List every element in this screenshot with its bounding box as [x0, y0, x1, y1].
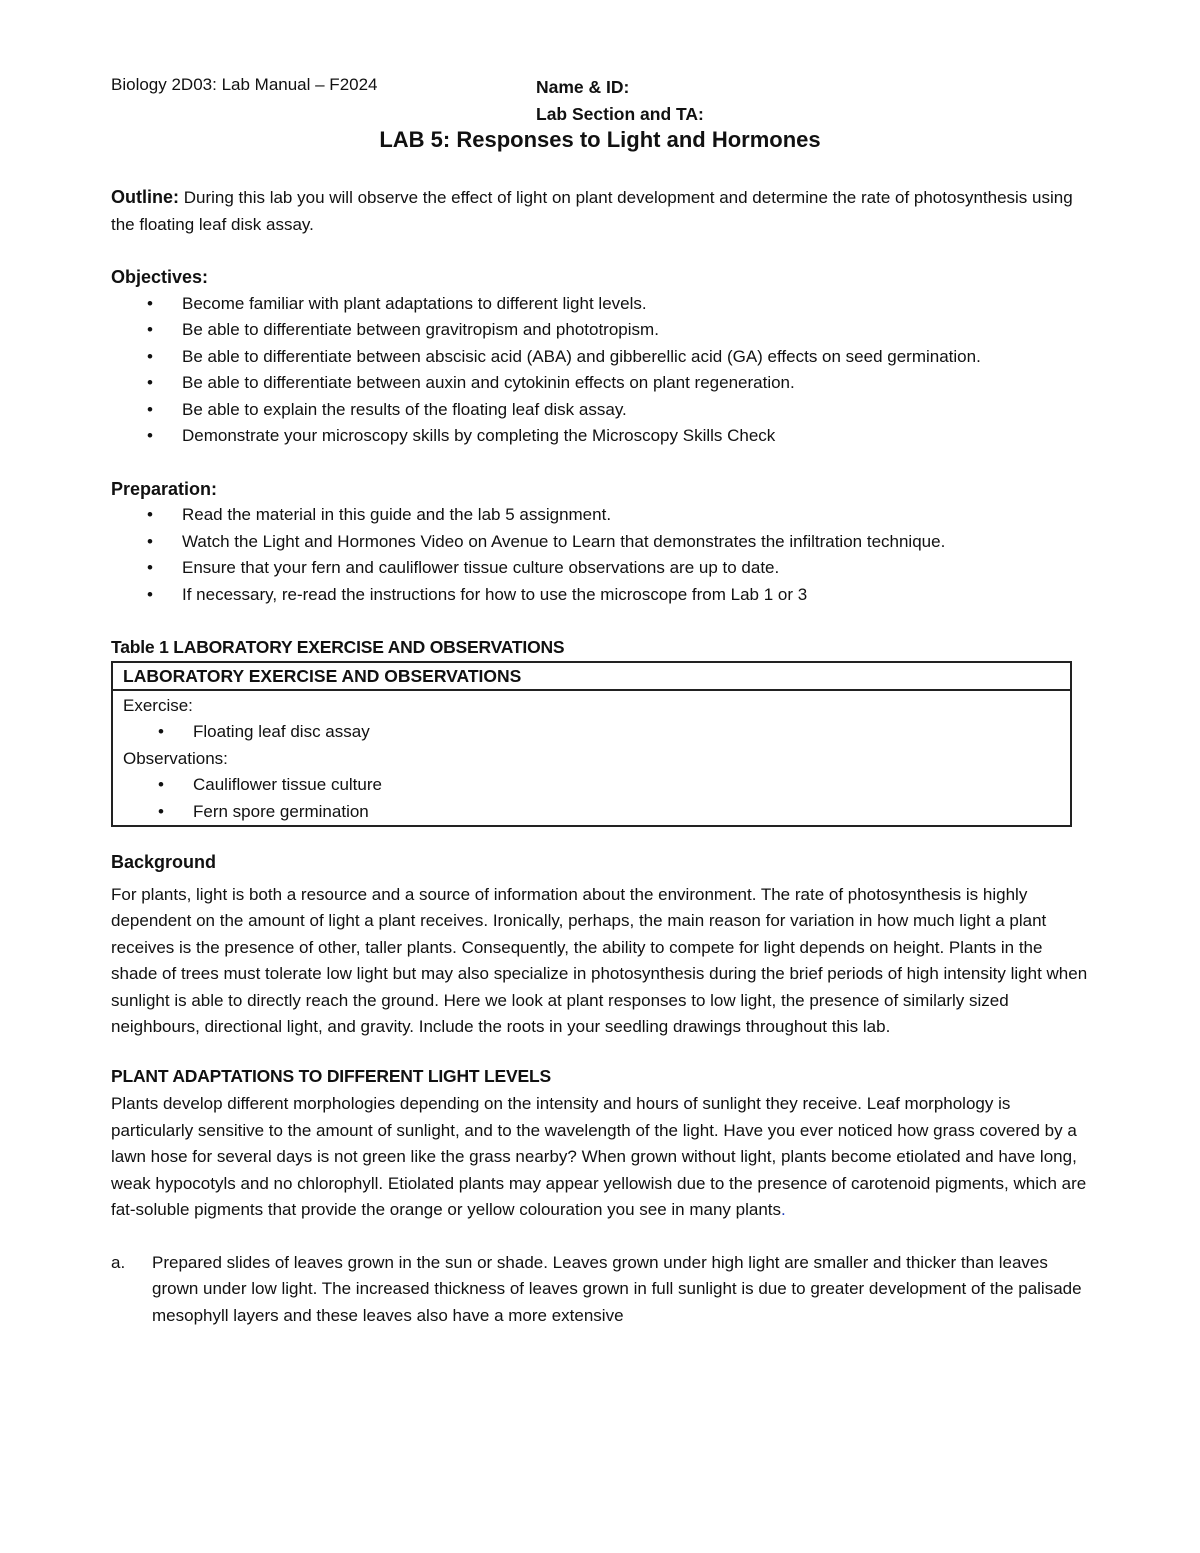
background-heading: Background: [111, 852, 217, 872]
bullet-icon: •: [147, 558, 153, 577]
bullet-icon: •: [147, 346, 153, 366]
list-item-a: [111, 1250, 1091, 1330]
list-item: • Cauliflower tissue culture: [123, 772, 1070, 799]
name-id-label: Name & ID:: [536, 77, 630, 97]
table-header: LABORATORY EXERCISE AND OBSERVATIONS: [113, 663, 1070, 691]
bullet-icon: •: [147, 584, 153, 604]
course-header: Biology 2D03: Lab Manual – F2024: [111, 75, 378, 94]
list-item: • If necessary, re-read the instructions for how to use the microscope from Lab 1 or 3: [111, 582, 1091, 609]
item-a-label: a.: [111, 1252, 126, 1272]
list-item: • Read the material in this guide and the lab 5 assignment.: [111, 502, 1091, 529]
table-caption: Table 1 LABORATORY EXERCISE AND OBSERVATIONS: [111, 637, 565, 657]
list-item: • Be able to differentiate between gravitropism and phototropism.: [111, 317, 1091, 344]
bullet-icon: •: [147, 399, 153, 419]
exercise-table: [111, 661, 1072, 828]
page-title: LAB 5: Responses to Light and Hormones: [379, 127, 821, 152]
table-body: [113, 691, 1070, 826]
background-paragraph: For plants, light is both a resource and a source of information about the environment. The rate of photosynthesis is highly dependent on the amount of light a plant receives. Ironically, perhaps, the main reason for variation in how much light a plant receives is the presence of other, taller plants. Consequently, the ability to compete for light depends on height. Plants in the shade of trees must tolerate low light but may also specialize in photosynthesis during the brief periods of high intensity light when sunlight is able to directly reach the ground. Here we look at plant responses to low light, the presence of similarly sized neighbours, directional light, and gravity. Include the roots in your seedling drawings throughout this lab.: [111, 884, 1088, 1036]
list-item: • Floating leaf disc assay: [123, 719, 1070, 746]
list-item: • Be able to explain the results of the floating leaf disk assay.: [111, 397, 1091, 424]
exercise-label: Exercise:: [123, 695, 193, 715]
bullet-icon: •: [147, 426, 153, 445]
list-item: • Demonstrate your microscopy skills by completing the Microscopy Skills Check: [111, 423, 1091, 450]
bullet-icon: •: [158, 801, 164, 821]
lab-section-label: Lab Section and TA:: [536, 104, 704, 124]
item-a-text: Prepared slides of leaves grown in the sun or shade. Leaves grown under high light are smaller and thicker than leaves grown under low light. The increased thickness of leaves grown in full sunlight is due to greater development of the palisade mesophyll layers and these leaves also have a more extensive: [152, 1252, 1082, 1325]
outline-text: During this lab you will observe the effect of light on plant development and determine the rate of photosynthesis using the floating leaf disk assay.: [111, 188, 1073, 234]
list-item: • Become familiar with plant adaptations to different light levels.: [111, 291, 1091, 318]
preparation-list: [111, 502, 1091, 608]
bullet-icon: •: [158, 722, 164, 741]
list-item: • Ensure that your fern and cauliflower tissue culture observations are up to date.: [111, 555, 1091, 582]
list-item: • Be able to differentiate between auxin and cytokinin effects on plant regeneration.: [111, 370, 1091, 397]
observations-label: Observations:: [123, 748, 228, 768]
adaptations-heading: PLANT ADAPTATIONS TO DIFFERENT LIGHT LEVELS: [111, 1065, 551, 1086]
bullet-icon: •: [147, 373, 153, 392]
list-item: • Fern spore germination: [123, 799, 1070, 826]
bullet-icon: •: [158, 775, 164, 794]
observations-list: [123, 772, 1070, 825]
bullet-icon: •: [147, 531, 153, 551]
objectives-list: [111, 291, 1091, 450]
outline-label: Outline:: [111, 187, 179, 207]
objectives-heading: Objectives:: [111, 267, 209, 287]
exercise-list: [123, 719, 1070, 746]
bullet-icon: •: [147, 320, 153, 339]
list-item: • Watch the Light and Hormones Video on Avenue to Learn that demonstrates the infiltration technique.: [111, 529, 1091, 556]
student-info-header: [536, 74, 704, 128]
adaptations-paragraph: Plants develop different morphologies depending on the intensity and hours of sunlight they receive. Leaf morphology is particularly sensitive to the amount of sunlight, and to the wavelength of the light. Have you ever noticed how grass covered by a lawn hose for several days is not green like the grass nearby? When grown without light, plants become etiolated and have long, weak hypocotyls and no chlorophyll. Etiolated plants may appear yellowish due to the presence of carotenoid pigments, which are fat-soluble pigments that provide the orange or yellow colouration you see in many plants.: [111, 1094, 1087, 1219]
list-item: • Be able to differentiate between abscisic acid (ABA) and gibberellic acid (GA) effects on seed germination.: [111, 344, 1091, 371]
document-body: [111, 184, 1091, 1329]
bullet-icon: •: [147, 293, 153, 313]
outline-paragraph: [111, 184, 1091, 238]
preparation-heading: Preparation:: [111, 478, 218, 499]
bullet-icon: •: [147, 505, 153, 524]
